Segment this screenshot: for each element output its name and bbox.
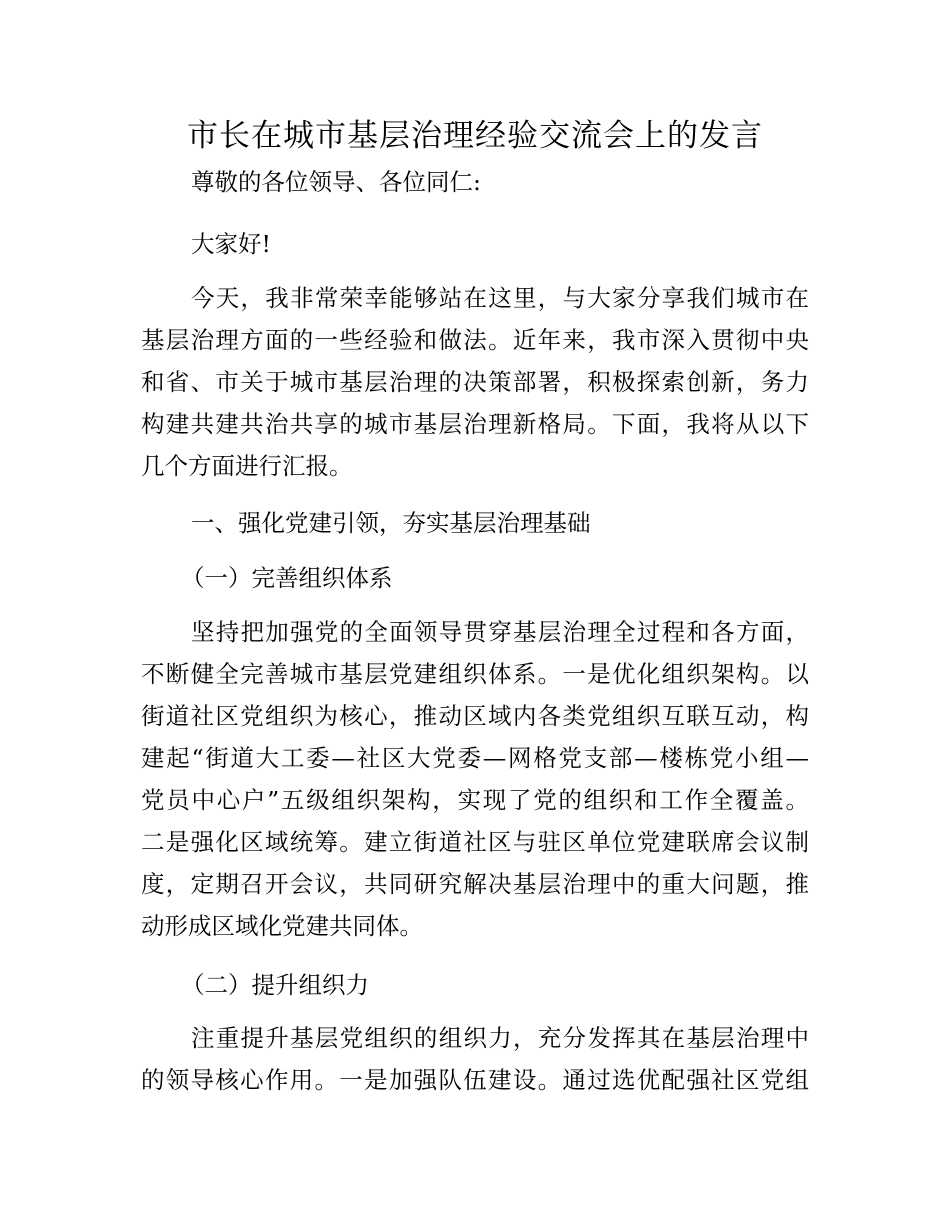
paragraph-line: 坚持把加强党的全面领导贯穿基层治理全过程和各方面， <box>191 618 809 646</box>
paragraph-line: 街道社区党组织为核心，推动区域内各类党组织互联互动，构 <box>141 702 809 730</box>
paragraph-line: 注重提升基层党组织的组织力，充分发挥其在基层治理中 <box>191 1024 809 1052</box>
document-title: 市长在城市基层治理经验交流会上的发言 <box>187 118 763 154</box>
paragraph-line: 党员中心户”五级组织架构，实现了党的组织和工作全覆盖。 <box>141 786 809 814</box>
section-heading: 一、强化党建引领，夯实基层治理基础 <box>191 509 591 537</box>
paragraph-line: 基层治理方面的一些经验和做法。近年来，我市深入贯彻中央 <box>141 326 809 354</box>
paragraph-line: 建起“街道大工委—社区大党委—网格党支部—楼栋党小组— <box>141 744 809 772</box>
paragraph-line: 二是强化区域统筹。建立街道社区与驻区单位党建联席会议制 <box>141 828 809 856</box>
paragraph-line: 度，定期召开会议，共同研究解决基层治理中的重大问题，推 <box>141 870 809 898</box>
paragraph-line: 和省、市关于城市基层治理的决策部署，积极探索创新，务力 <box>141 368 809 396</box>
salutation-line: 尊敬的各位领导、各位同仁: <box>191 168 481 196</box>
paragraph-line: 几个方面进行汇报。 <box>141 452 353 480</box>
greeting-line: 大家好! <box>191 230 271 258</box>
paragraph-line: 动形成区域化党建共同体。 <box>141 912 423 940</box>
paragraph-line: 构建共建共治共享的城市基层治理新格局。下面，我将从以下 <box>141 410 809 438</box>
paragraph-line: 的领导核心作用。一是加强队伍建设。通过选优配强社区党组 <box>141 1066 809 1094</box>
paragraph-line: 今天，我非常荣幸能够站在这里，与大家分享我们城市在 <box>191 284 809 312</box>
subsection-heading: （二）提升组织力 <box>181 971 369 999</box>
paragraph-line: 不断健全完善城市基层党建组织体系。一是优化组织架构。以 <box>141 660 809 688</box>
subsection-heading: （一）完善组织体系 <box>181 564 393 592</box>
